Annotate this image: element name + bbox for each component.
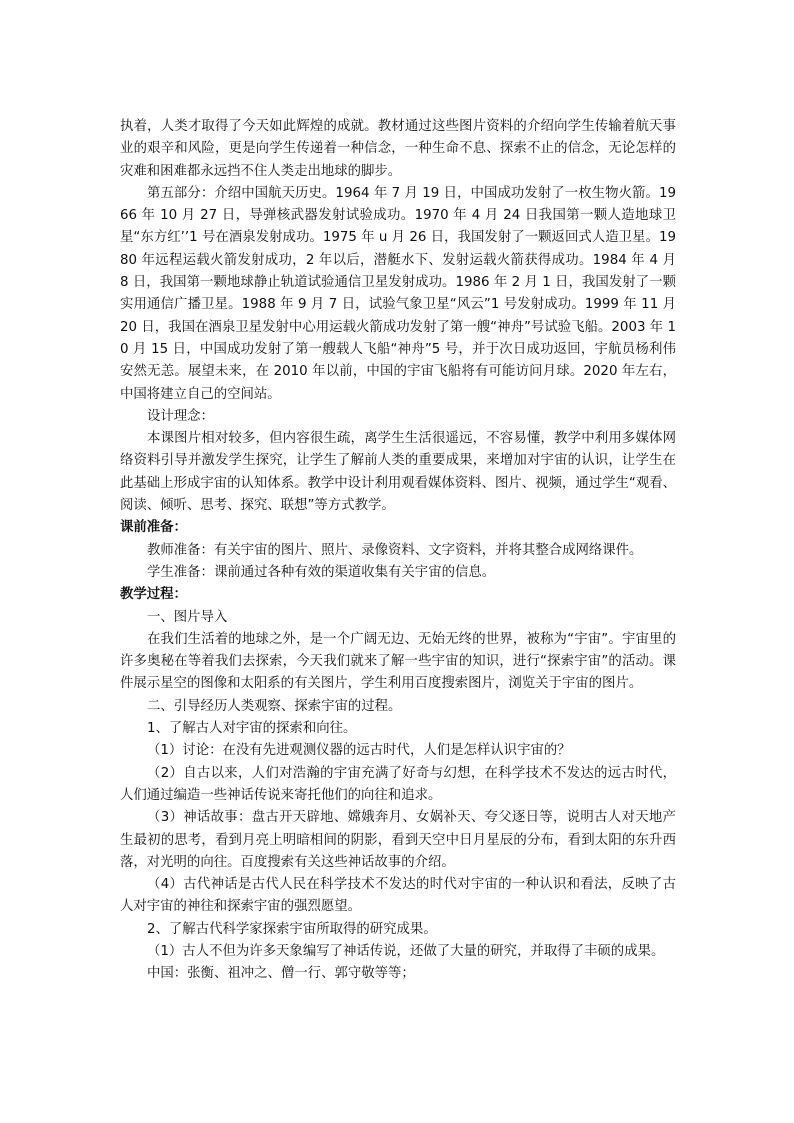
paragraph-china-space-history: 第五部分：介绍中国航天历史。1964 年 7 月 19 日，中国成功发射了一枚生物火箭。1966 年 10 月 27 日，导弹核武器发射试验成功。1970 年 4 月 24 日我国第一颗人造地球卫星“东方红’’1 号在酒泉发射成功。1975 年 u 月 26 日，我国发射了一颗返回式人造卫星。1980 年远程运载火箭发射成功，2 年以后，潜艇水下、发射运载火箭获得成功。1984 年 4 月 8 日，我国第一颗地球静止轨道试验通信卫星发射成功。1986 年 2 月 1 日，我国发射了一颗实用通信广播卫星。1988 年 9 月 7 日，试验气象卫星“风云”1 号发射成功。1999 年 11 月 20 日，我国在酒泉卫星发射中心用运载火箭成功发射了第一艘“神舟”号试验飞船。2003 年 10 月 15 日，中国成功发射了第一艘载人飞船“神舟”5 号，并于次日成功返回，宇航员杨利伟安然无恙。展望未来，在 2010 年以前，中国的宇宙飞船将有可能访问月球。2020 年左右，中国将建立自己的空间站。 bbox=[120, 185, 676, 402]
section-image-intro: 一、图片导入 bbox=[147, 609, 228, 625]
subsection-ancient-scientists: 2、了解古代科学家探索宇宙所取得的研究成果。 bbox=[147, 921, 437, 937]
paragraph-teacher-preparation: 教师准备：有关宇宙的图片、照片、录像资料、文字资料，并将其整合成网络课件。 bbox=[147, 542, 643, 558]
paragraph-student-preparation: 学生准备：课前通过各种有效的渠道收集有关宇宙的信息。 bbox=[147, 564, 496, 580]
paragraph-intro-continued: 执着，人类才取得了今天如此辉煌的成就。教材通过这些图片资料的介绍向学生传输着航天事业的艰辛和风险，更是向学生传递着一种信念，一种生命不息、探索不止的信念，无论怎样的灾难和困难都永远挡不住人类走出地球的脚步。 bbox=[120, 119, 676, 179]
subsection-ancient-exploration: 1、了解古人对宇宙的探索和向往。 bbox=[147, 721, 357, 737]
section-guide-exploration: 二、引导经历人类观察、探索宇宙的过程。 bbox=[147, 698, 402, 714]
item-myth-stories: （3）神话故事：盘古开天辟地、嫦娥奔月、女娲补天、夸父逐日等，说明古人对天地产生最初的思考，看到月亮上明暗相间的阴影，看到天空中日月星辰的分布，看到太阳的东升西落，对光明的向往。百度搜索有关这些神话故事的介绍。 bbox=[120, 810, 676, 870]
item-myth-meaning: （4）古代神话是古代人民在科学技术不发达的时代对宇宙的一种认识和看法，反映了古人对宇宙的神往和探索宇宙的强烈愿望。 bbox=[120, 877, 676, 915]
heading-teaching-process: 教学过程： bbox=[120, 587, 187, 603]
label-design-concept: 设计理念： bbox=[147, 408, 214, 424]
item-myths-origin: （2）自古以来，人们对浩瀚的宇宙充满了好奇与幻想，在科学技术不发达的远古时代，人们通过编造一些神话传说来寄托他们的向往和追求。 bbox=[120, 765, 676, 803]
paragraph-design-concept: 本课图片相对较多，但内容很生疏，离学生生活很遥远，不容易懂，教学中利用多媒体网络资料引导并激发学生探究，让学生了解前人类的重要成果，来增加对宇宙的认识，让学生在此基础上形成宇宙的认知体系。教学中设计利用观看媒体资料、图片、视频，通过学生“观看、阅读、倾听、思考、探究、联想”等方式教学。 bbox=[120, 431, 676, 514]
paragraph-image-intro: 在我们生活着的地球之外，是一个广阔无边、无始无终的世界，被称为“宇宙”。宇宙里的许多奥秘在等着我们去探索，今天我们就来了解一些宇宙的知识，进行“探索宇宙”的活动。课件展示星空的图像和太阳系的有关图片，学生利用百度搜索图片，浏览关于宇宙的图片。 bbox=[120, 631, 676, 692]
item-discussion: （1）讨论：在没有先进观测仪器的远古时代，人们是怎样认识宇宙的？ bbox=[147, 743, 571, 759]
item-research-achievements: （1）古人不但为许多天象编写了神话传说，还做了大量的研究，并取得了丰硕的成果。 bbox=[147, 943, 665, 959]
heading-preparation: 课前准备： bbox=[120, 520, 187, 536]
document-page bbox=[120, 116, 676, 986]
item-chinese-scientists: 中国：张衡、祖冲之、僧一行、郭守敬等等； bbox=[147, 966, 415, 982]
